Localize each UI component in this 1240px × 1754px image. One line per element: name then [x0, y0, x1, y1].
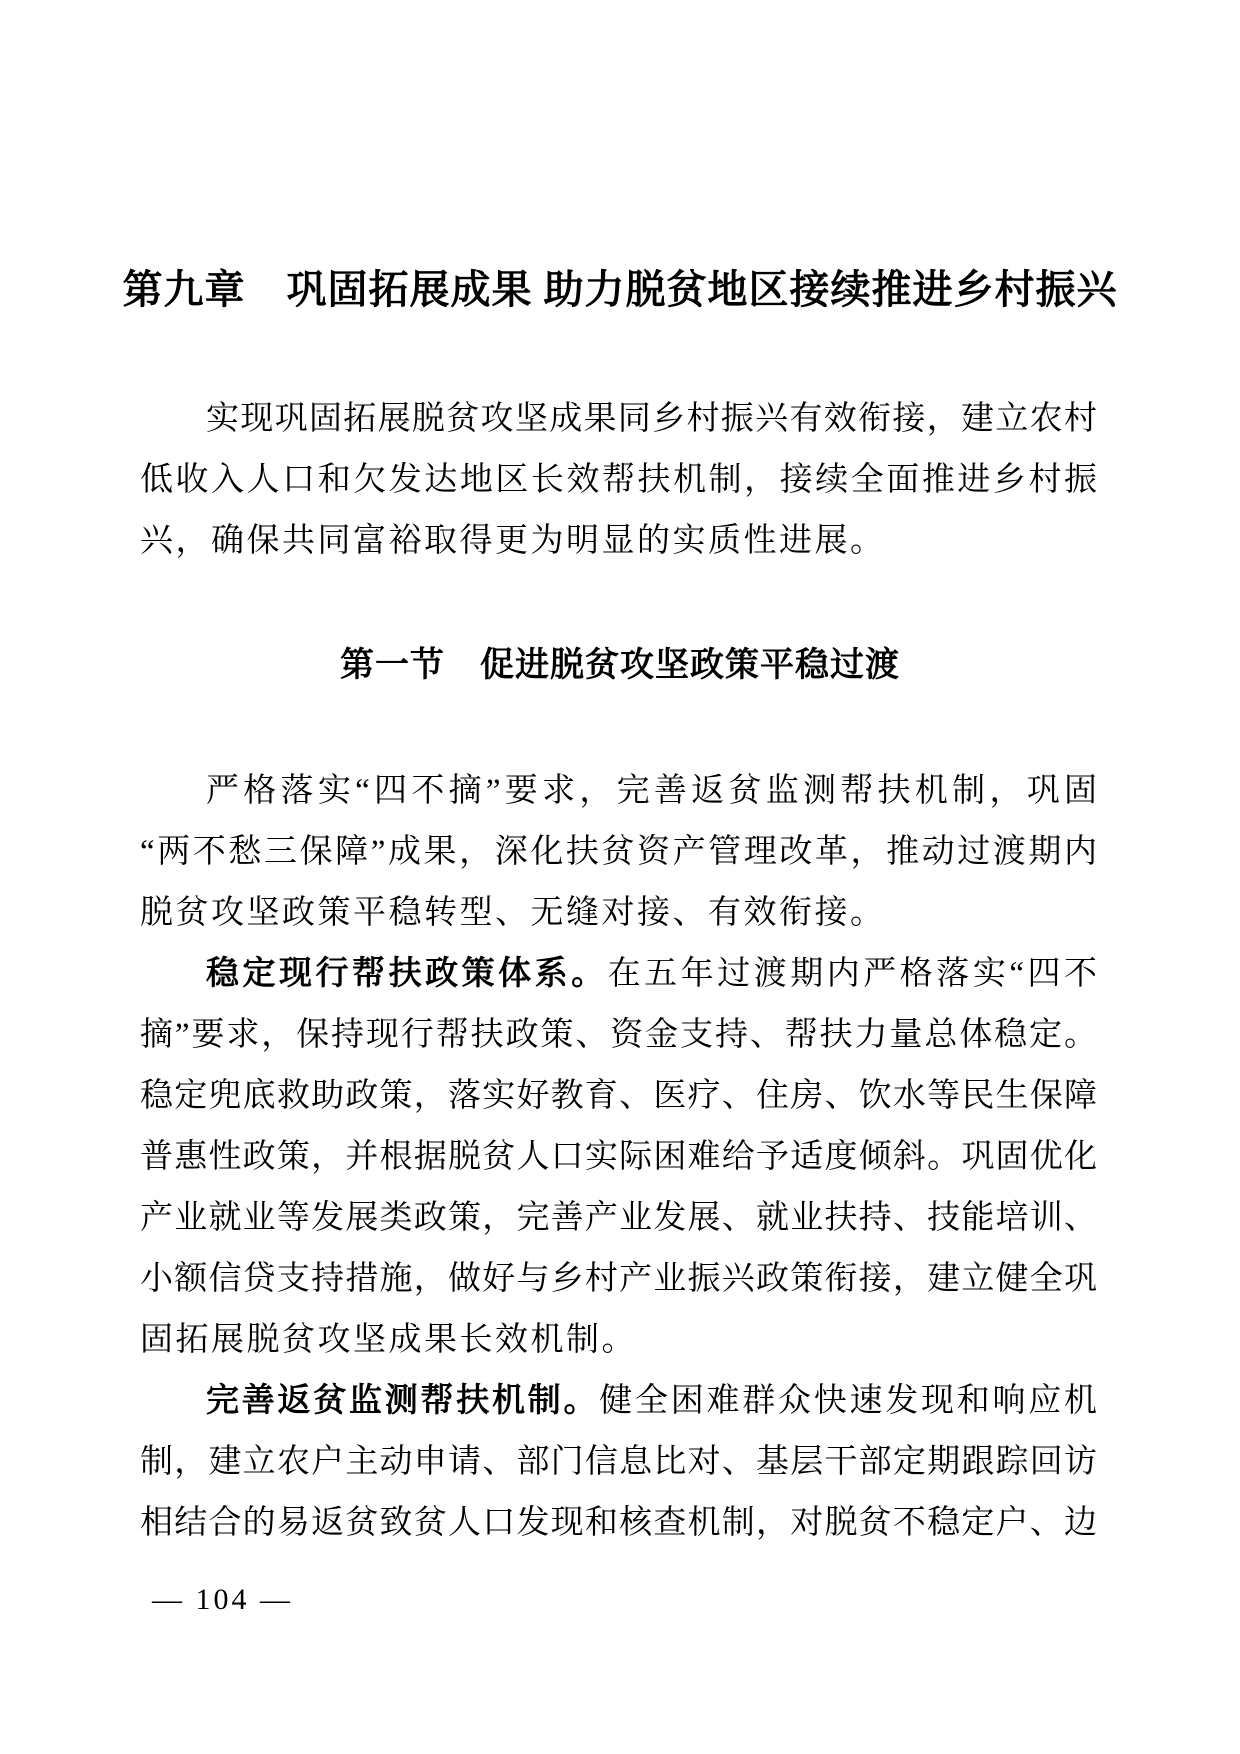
text-line	[140, 1310, 1097, 1371]
body-text: 健全困难群众快速发现和响应机	[599, 1383, 1097, 1419]
body-text: 稳定兜底救助政策，落实好教育、医疗、住房、饮水等民生保障	[140, 1078, 1097, 1114]
body-text: 普惠性政策，并根据脱贫人口实际困难给予适度倾斜。巩固优化	[140, 1139, 1097, 1175]
text-line	[140, 1432, 1097, 1493]
section1-paragraph-1	[140, 761, 1097, 944]
body-text: 低收入人口和欠发达地区长效帮扶机制，接续全面推进乡村振	[140, 462, 1097, 498]
text-line	[140, 822, 1097, 883]
body-text: 制，建立农户主动申请、部门信息比对、基层干部定期跟踪回访	[140, 1444, 1097, 1480]
section1-paragraph-2	[140, 944, 1097, 1371]
page-number: — 104 —	[152, 1583, 293, 1616]
text-line	[140, 1371, 1097, 1432]
text-line	[140, 883, 1097, 944]
intro-paragraph-block	[140, 389, 1097, 572]
text-line	[140, 944, 1097, 1005]
text-line	[140, 1249, 1097, 1310]
text-line	[140, 1493, 1097, 1554]
body-text: 兴，确保共同富裕取得更为明显的实质性进展。	[140, 523, 886, 559]
body-text: 实现巩固拓展脱贫攻坚成果同乡村振兴有效衔接，建立农村	[206, 401, 1097, 437]
bold-lead-in-text: 完善返贫监测帮扶机制。	[206, 1383, 600, 1419]
bold-lead-in-text: 稳定现行帮扶政策体系。	[206, 956, 608, 992]
body-text: 固拓展脱贫攻坚成果长效机制。	[140, 1322, 637, 1358]
intro-paragraph	[140, 389, 1097, 572]
text-line	[140, 511, 1097, 572]
text-line	[140, 761, 1097, 822]
section-body-block	[140, 761, 1097, 1554]
text-line	[140, 1127, 1097, 1188]
body-text: 产业就业等发展类政策，完善产业发展、就业扶持、技能培训、	[140, 1200, 1097, 1236]
text-line	[140, 389, 1097, 450]
body-text: “两不愁三保障”成果，深化扶贫资产管理改革，推动过渡期内	[140, 834, 1097, 870]
body-text: 相结合的易返贫致贫人口发现和核查机制，对脱贫不稳定户、边	[140, 1505, 1097, 1541]
section-title: 第一节 促进脱贫攻坚政策平稳过渡	[340, 646, 900, 684]
body-text: 在五年过渡期内严格落实“四不	[607, 956, 1098, 992]
body-text: 小额信贷支持措施，做好与乡村产业振兴政策衔接，建立健全巩	[140, 1261, 1097, 1297]
text-line	[140, 450, 1097, 511]
body-text: 脱贫攻坚政策平稳转型、无缝对接、有效衔接。	[140, 895, 886, 931]
text-line	[140, 1066, 1097, 1127]
chapter-title: 第九章 巩固拓展成果 助力脱贫地区接续推进乡村振兴	[122, 267, 1118, 312]
text-line	[140, 1188, 1097, 1249]
section1-paragraph-3	[140, 1371, 1097, 1554]
text-line	[140, 1005, 1097, 1066]
body-text: 严格落实“四不摘”要求，完善返贫监测帮扶机制，巩固	[206, 773, 1097, 809]
body-text: 摘”要求，保持现行帮扶政策、资金支持、帮扶力量总体稳定。	[140, 1017, 1097, 1053]
